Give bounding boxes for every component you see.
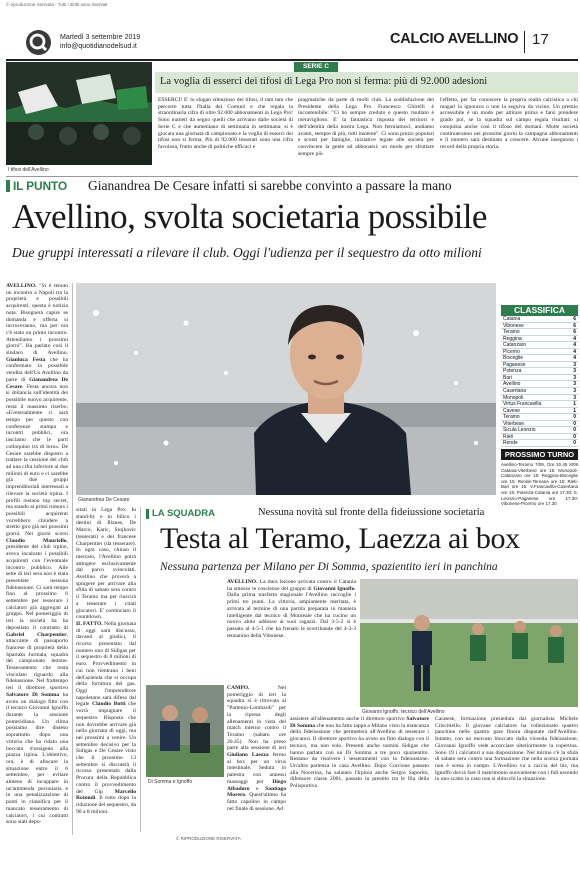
classifica-team: Teramo: [503, 414, 520, 421]
de-cesare-photo: [76, 283, 496, 495]
second-subhead: Nessuna partenza per Milano per Di Somma, spazientito ieri in panchina: [160, 561, 498, 573]
classifica-team: Cavese: [503, 407, 520, 414]
classifica-points: 4: [573, 335, 576, 342]
top-story-col-1: ESSERCI! E' lo slogan silenzioso dei tifosi, il tam tam che percorre tutta l'Italia dei Comuni e che regala la straordinaria cifra di oltre 92.000 abbonamenti in Lega Pro! Sono numeri da segno quelli che arrivano dalle società di Serie C e che aumentano di settimana in settimana: si è giocata una giornata di campionato e la voglia di esserci dei tifosi non si ferma. Più di 92.000 tesserati sono una cifra favolosa, frutto anche di politiche efficaci e: [158, 97, 293, 150]
classifica-points: 6: [573, 322, 576, 329]
classifica-team: Catanzaro: [503, 342, 527, 349]
classifica-points: 1: [573, 401, 576, 408]
classifica-points: 0: [573, 433, 576, 440]
classifica-team: Avellino: [503, 381, 521, 388]
contact-email[interactable]: info@quotidianodelsud.it: [60, 43, 137, 50]
classifica-team: Sicula Leonzio: [503, 427, 536, 434]
header-rule: [6, 59, 578, 61]
classifica-points: 3: [573, 374, 576, 381]
classifica-team: Bisceglie: [503, 355, 524, 362]
main-kicker: IL PUNTO: [13, 179, 67, 193]
classifica-points: 4: [573, 348, 576, 355]
main-subhead: Due gruppi interessati a rilevare il club. Oggi l'udienza per il sequestro da otto milioni: [12, 245, 482, 260]
classifica-team: Teramo: [503, 329, 520, 336]
classifica-team: Rende: [503, 440, 518, 447]
classifica-team: Viterbese: [503, 420, 525, 427]
second-headline: Testa al Teramo, Laezza ai box: [160, 522, 520, 555]
classifica-table: [501, 316, 578, 447]
classifica-points: 0: [573, 440, 576, 447]
classifica-points: 0: [573, 427, 576, 434]
top-story-tag: SERIE C: [294, 62, 338, 72]
second-story-col-1b: CAMPO. Nel pomeriggio di ieri la squadra si è ritrovata al "Partenio-Lombardi" per la ripresa degli allenamenti in vista del match interno contro il Teramo (sabato ore 20.45). Non ha preso parte alla sessione di ieri Giuliano Laezza fermo ai box per un virus intestinale. Seduta in palestra con annessi massaggi per Diego Albadoro e Santiago Morero. Quest'ultimo ha fatto capolino in campo nel finale di sessione. Ad: [227, 685, 286, 812]
second-story-col-2: assistere all'allenamento anche il direttore sportivo Salvatore Di Somma che non ha fatto tappa a Milano visto la mancanza della fideiussione che permetterà all'Avellino di tesserare i giocatori. Il direttore sportivo ha avuto un fitto dialogo con il tecnico, ma non solo. Presenti anche uomini Sidigas che hanno parlato con un Di Somma a tre poco spazientito. Restano da risolvere i tesseramenti con la fideiussione. Un'altra partenza in casa Avellino. Dopo Corcione passato alla Nocerina, ha salutato l'Irpinia anche Sergio Saporito, difensore classe 2001, passato in prestito tra le fila della Polisportiva: [290, 716, 429, 790]
classifica-team: Paganese: [503, 361, 526, 368]
classifica-points: 0: [573, 420, 576, 427]
main-headline: Avellino, svolta societaria possibile: [12, 197, 487, 236]
header-separator: [524, 31, 525, 53]
main-story-col-2: sitati in Lega Pro. In stand-by e in bilico i destini di Illanes, De Marco, Karic, Stojkovic (tesserati) e del francese Charpentier (da tesserare). In ogni caso, chiuso il mercato, l'Avellino potrà attingere esclusivamente dal parco svincolati. Avellino che proverà a spingere per arrivare alla sfida di sabato sera contro il Teramo ma per riuscirà a tesserare i citati giocatori. E' cominciato il countdown. IL FATTO. Nella giornata di oggi sarà discusso, davanti ai giudici, il ricorso presentato dal numero uno di Sidigas per il sequestro di 8 milioni di euro. Provvedimento in cui non rientrano i beni dell'azienda che si occupa della fornitura del gas. Oggi l'imprenditore napoletano sarà difeso dal legale Claudio Botti che vorrà impugnare il sequestro. Risposta che non dovrebbe arrivare già nella giornata di oggi, ma nei prossimi a venire. Un settembre decisivo per la Sidigas e De Cesare visto che il prossimo 13 settembre si discuterà il ricorso presentato dalla Procura della Repubblica contro il provvedimento del Gip Marcello Rotondi. Il tutto dopo la riduzione del sequestro, da 90 a 8 milioni.: [76, 507, 136, 815]
main-kicker-subtitle: Gianandrea De Cesare infatti si sarebbe convinto a passare la mano: [88, 178, 452, 193]
classifica-points: 1: [573, 407, 576, 414]
top-story-headline: La voglia di esserci dei tifosi di Lega Pro non si ferma: più di 92.000 adesioni: [160, 76, 488, 87]
classifica-points: 4: [573, 355, 576, 362]
classifica-points: 3: [573, 388, 576, 395]
next-round-title: PROSSIMO TURNO: [501, 449, 578, 460]
ignoffo-training-photo: [360, 579, 578, 707]
top-notice: © riproduzione riservata - Tutti i diritti sono riservati: [6, 2, 108, 7]
di-somma-ignoffo-photo: [146, 685, 224, 777]
issue-date: Martedì 3 settembre 2019: [60, 34, 141, 41]
classifica-team: Rieti: [503, 433, 514, 440]
classifica-team: Picerno: [503, 348, 520, 355]
di-somma-photo-caption: Di Somma e Ignoffo: [148, 779, 193, 785]
classifica-points: 6: [573, 329, 576, 336]
classifica-team: Virtus Francavilla: [503, 401, 542, 408]
fans-photo-caption: I tifosi dell'Avellino: [8, 167, 49, 173]
top-story-rule: [6, 176, 578, 177]
classifica-points: 3: [573, 394, 576, 401]
classifica-points: 3: [573, 381, 576, 388]
main-story-col-1: AVELLINO. "Si è tenuto un incontro a Napoli tra la proprietà e possibili acquirenti, questa è notizia nota. Bisognerà capire se domanda e offerta si incroceranno, ma per ora c'è stato un primo incontro. Attendiamo i prossimi giorni". Ha parlato così il sindaco di Avellino, Gianluca Festa che ha confermato la possibile vendita dell'Us Avellino da parte di Gianandrea De Cesare. Festa ancora non si sbilancia sull'identità dei possibile nuovo acquirente, resta il massimo riserbo: «Eventualmente ci sarà tempo per questo con conferenze stampa e incontri pubblici, ora lasciamo che le parti colloquino tra di loro». De Cesare sarebbe disposto a trattare la cessione del club ad una cifra inferiore ai due milioni di euro e ci sarebbe già due gruppi imprenditoriali interessati a rilevare la società irpina. I profili restano top secret, ma stando ai primi rumors i possibili acquirenti vorrebbero chiudere a stretto giro già nei prossimi giorni. Nei giorni scorsi Claudio Mauriello, presidente del club irpino, aveva incalzato i possibili acquirenti con l'eventuale incontro pubblico. Alle sette di ieri sera non è stata presentate nessuna fideiussione. Ci sarà tempo fino al prossimo 6 settembre per tesserare i calciatori già aggregati al gruppo. Nel pomeriggio di ieri la società ha ha depositato il contratto di Gabriel Charpentier, attaccante di passaporto francese di proprietà dello Spartaks Jurmala, squadra del campionato lettone. Tesseramento che resta vincolato riguardo alla fideiussione. Nel frattempo ieri il direttore sportivo Salvatore Di Somma ha avuto un dialogo fitto con il tecnico Giovanni Ignoffo durante la sessione pomeridiana. Un clima possiamo dire disteso soprattutto dopo una vittoria che ha ridato una boccata d'ossigeno alla piazza irpina. L'obiettivo, ora, è di allocare la situazione entro il 6 settembre, per evitare almeno di incappare in un'ammenda pecuniaria e in una penalizzazione di punti in classifica per il mancato tesseramento di calciatori, i cui contratti sono stati depo-: [6, 283, 68, 826]
classifica-row: [501, 440, 578, 447]
second-story-col-1: AVELLINO. La dura lezione arrivata contro il Catania ha smosso le coscienze del gruppo di Giovanni Ignoffo. Dalla prima trasferta stagionale l'Avellino raccoglie i primi tre punti. La vittoria, ampiamente meritata, è arrivata al termine di una partita preparata in maniera intelligente dal tecnico di Monreale che ha cucino un nuovo abito addosso ai suoi ragazzi. Dal 3-5-2 si è passato al 4-5-1 che ha frenato le scorribande del 4-3-3 tennanino della Vibonese.: [227, 579, 356, 639]
ignoffo-photo-caption: Giovanni Ignoffo, tecnico dell'Avellino: [362, 709, 445, 715]
fans-photo: [6, 62, 152, 165]
classifica-points: 6: [573, 316, 576, 322]
second-kicker: LA SQUADRA: [152, 508, 215, 519]
classifica-points: 4: [573, 342, 576, 349]
classifica-team: Potenza: [503, 368, 522, 375]
de-cesare-photo-caption: Gianandrea De Cesare: [78, 497, 130, 503]
second-kicker-marker: [146, 509, 149, 519]
top-story-col-3: l'effetto, per far conoscere la propria realtà calcistica a chi magari la ignorava o non la seguiva da vicino. Un premio accessibile è un modo per attirare prima e farsi prendere grado poi, se la squadra sul campo regala risultati; si conquista anche così il tifoso del domani. Molte società continueranno nei prossimi giorni la campagna abbonamenti e il numero sarà destinato a crescere. Alcune inseguono i record della propria storia.: [440, 97, 578, 150]
second-story-col-3: Caratese, formazione presieduta dal giornalista Michele Criscitiello. Il giovane calciatore ha collezionato quattro panchine nelle quattro gare finora disputate dall'Avellino. Intanto, con un mercato bloccato dalla vicenda fideiussione, Giovanni Ignoffo vede accorciare ulteriormente la copertina. Sono 19 i calciatori a sua disposizione. Nel mirino c'è la sfida di sabato sera contro una formazione che nella scorsa giornata non è scesa in campo. L'Avellino va a caccia del bis, ma Ignoffo dovrà fare il matrimonio nuovamente con i fidi uscendo in uno scatto in caso non si sblocchi la situazione.: [435, 716, 578, 783]
top-story-col-2: pragmatiche da parte di molti club. La soddisfazione del Presidente della Lega Pro Francesco Ghirelli è incontenibile: "Ci ho sempre creduto e questo risultato è meraviglioso. E' la fantastica risposta dei territori e dell'identità della nostra Lega. Non fermiamoci, andiamo avanti, sempre di più, tutti insieme". Ci sono prezzi popolari e sconti per famiglie, iniziative legate alle società per convincere la gente ad abbonarsi; un modo per sfruttare sempre più: [298, 97, 434, 157]
classifica-points: 3: [573, 361, 576, 368]
classifica-team: Reggina: [503, 335, 522, 342]
section-title: CALCIO AVELLINO: [390, 31, 519, 47]
newspaper-logo-icon: [26, 30, 51, 55]
classifica-team: Casertana: [503, 388, 527, 395]
second-kicker-subtitle: Nessuna novità sul fronte della fideiussione societaria: [258, 507, 485, 518]
next-round-text: Avellino-Teramo 7/09, Ore 20.45 8/09 Catania-Viterbese ore 15: Monopoli-Catanzaro ore 15: Reggina-Bisceglie ore 15: Rende-Ternana ore 15: Rieti-Bari ore 15: V.Francavilla-Casertana ore 15: Potenza-Catania ore 17.30: S. Leonzio-Paganese ore 17.30: Vibonese-Picerno ore 17.30: [501, 462, 578, 507]
copyright-note: © RIPRODUZIONE RISERVATA: [176, 836, 241, 841]
classifica-team: Monopoli: [503, 394, 524, 401]
classifica-title: CLASSIFICA: [501, 305, 578, 316]
classifica-team: Bari: [503, 374, 512, 381]
classifica-points: 0: [573, 414, 576, 421]
page-number: 17: [532, 31, 549, 48]
classifica-points: 3: [573, 368, 576, 375]
classifica-team: Vibonese: [503, 322, 524, 329]
main-kicker-marker: [6, 180, 10, 192]
classifica-team: Catania: [503, 316, 521, 322]
